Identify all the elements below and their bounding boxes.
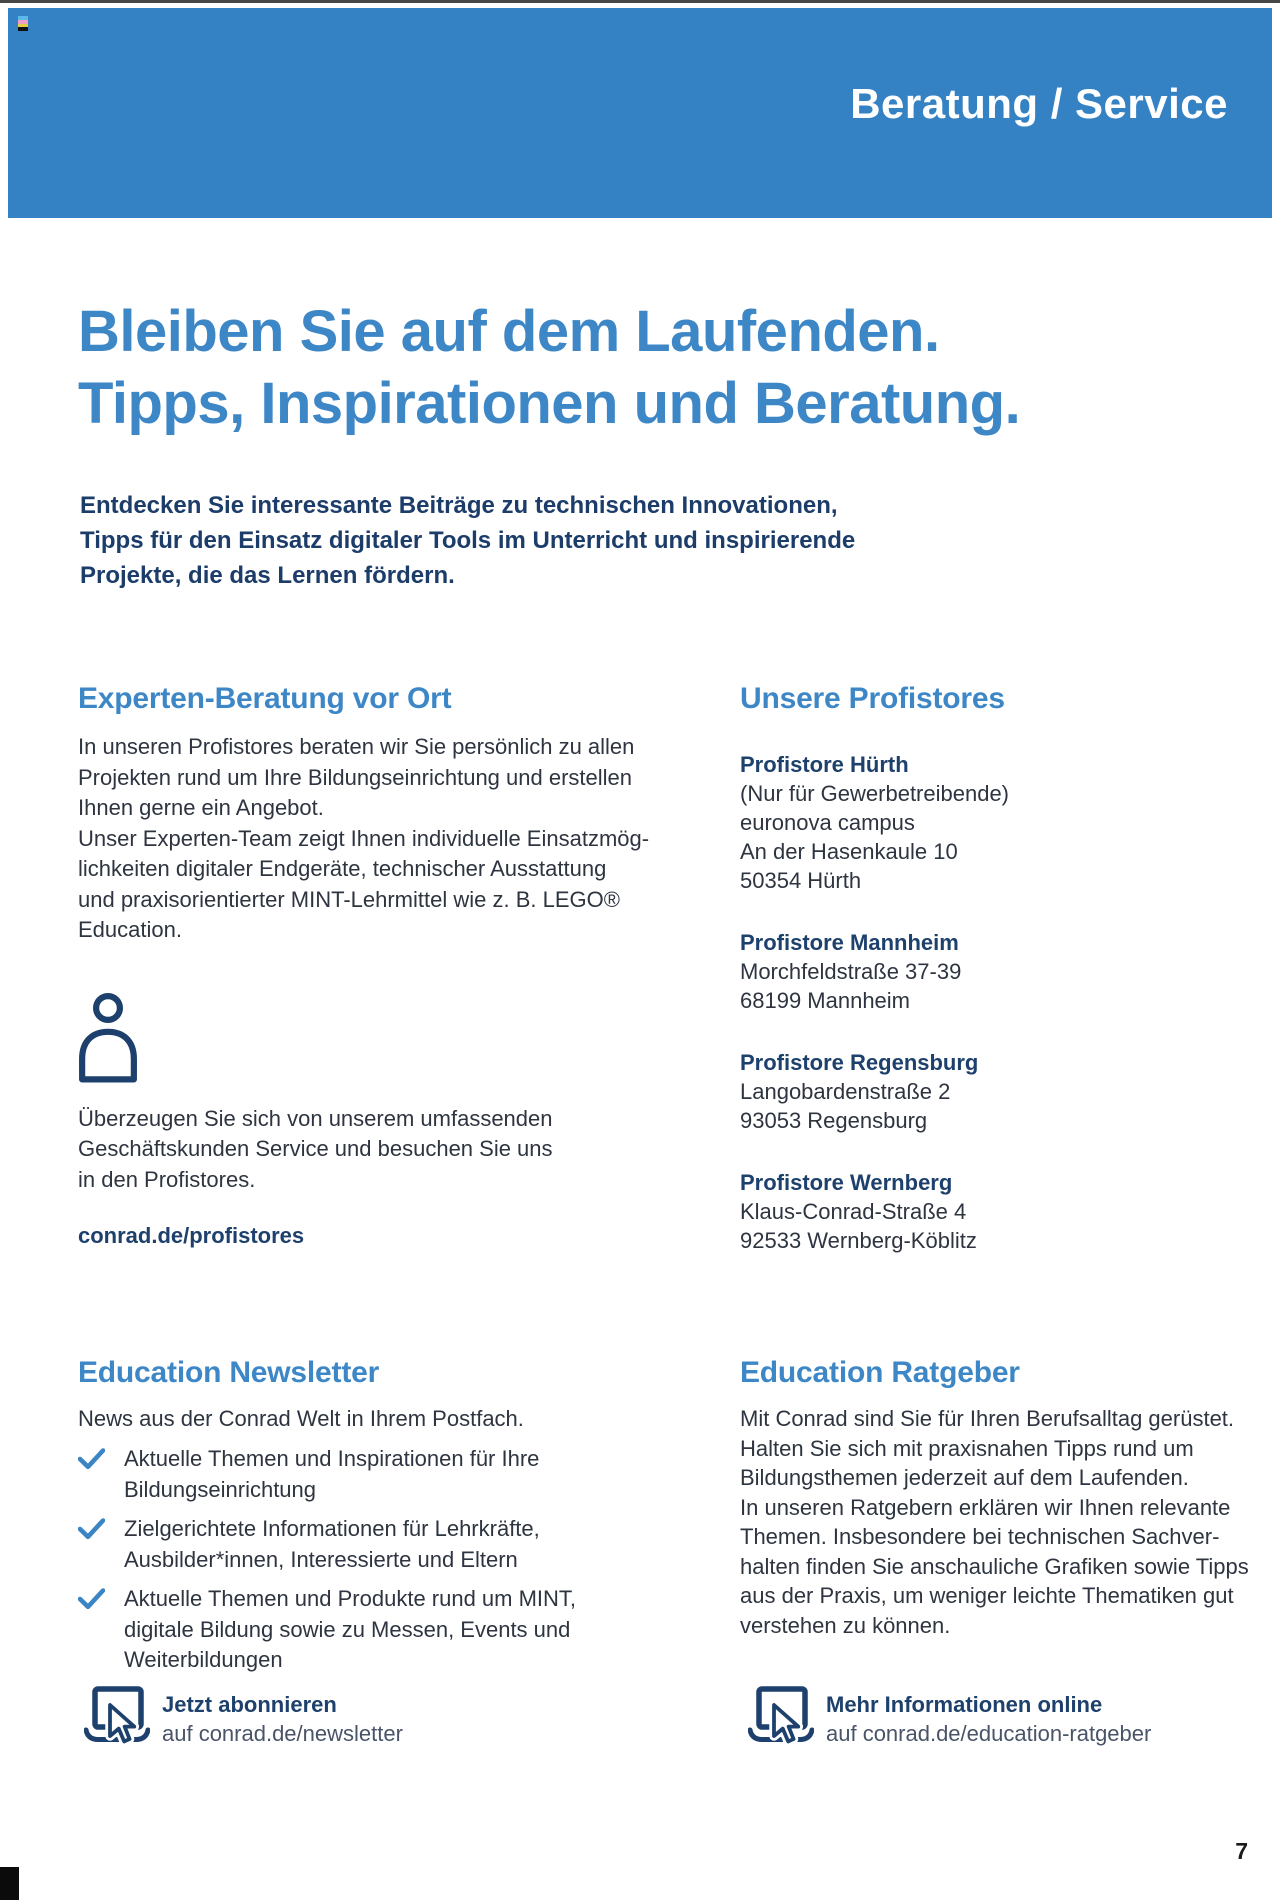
list-item-line: Aktuelle Themen und Inspirationen für Ihre — [124, 1446, 540, 1471]
paragraph-line: aus der Praxis, um weniger leichte Thematiken gut — [740, 1583, 1234, 1608]
ratgeber-section-heading: Education Ratgeber — [740, 1356, 1020, 1389]
store-address-line: An der Hasenkaule 10 — [740, 839, 958, 864]
page-title-line1: Bleiben Sie auf dem Laufenden. — [78, 299, 940, 364]
newsletter-section-heading: Education Newsletter — [78, 1356, 380, 1389]
person-icon — [78, 992, 698, 1084]
page-top-edge — [0, 0, 1280, 3]
newsletter-cta[interactable] — [84, 1686, 403, 1755]
store-name: Profistore Regensburg — [740, 1050, 979, 1075]
paragraph-line: In unseren Profistores beraten wir Sie persönlich zu allen — [78, 734, 635, 759]
store-entry-huerth — [740, 750, 1230, 895]
paragraph-line: Halten Sie sich mit praxisnahen Tipps rund um — [740, 1435, 1194, 1461]
print-registration-mark — [18, 16, 28, 31]
profistores-section — [740, 682, 1230, 1288]
list-item-line: Aktuelle Themen und Produkte rund um MINT, — [124, 1586, 577, 1611]
store-address-line: 92533 Wernberg-Köblitz — [740, 1228, 977, 1253]
page-title-line2: Tipps, Inspirationen und Beratung. — [78, 371, 1021, 436]
store-address-line: Morchfeldstraße 37-39 — [740, 959, 962, 984]
ratgeber-cta-url[interactable]: auf conrad.de/education-ratgeber — [826, 1721, 1152, 1746]
store-entry-wernberg — [740, 1168, 1230, 1255]
page-number: 7 — [1235, 1838, 1248, 1864]
list-item-line: Ausbilder*innen, Interessierte und Eltern — [124, 1546, 518, 1572]
store-address-line: Langobardenstraße 2 — [740, 1079, 951, 1104]
intro-line: Tipps für den Einsatz digitaler Tools im Unterricht und inspirierende — [80, 527, 856, 554]
paragraph-line: In unseren Ratgebern erklären wir Ihnen relevante — [740, 1494, 1231, 1520]
checkmark-icon — [78, 1444, 124, 1475]
expert-paragraph — [78, 732, 698, 946]
ratgeber-cta[interactable] — [748, 1686, 1151, 1755]
expert-consulting-section — [78, 682, 698, 1249]
paragraph-line: Unser Experten-Team zeigt Ihnen individuelle Einsatzmög- — [78, 825, 650, 851]
intro-paragraph — [80, 488, 855, 593]
store-name: Profistore Wernberg — [740, 1170, 953, 1195]
ratgeber-paragraph — [740, 1404, 1249, 1640]
newsletter-cta-title[interactable]: Jetzt abonnieren — [162, 1692, 337, 1717]
store-address-line: 93053 Regensburg — [740, 1108, 928, 1133]
store-entry-regensburg — [740, 1048, 1230, 1135]
paragraph-line: und praxisorientierter MINT-Lehrmittel wie z. B. LEGO® — [78, 886, 620, 912]
newsletter-subtitle: News aus der Conrad Welt in Ihrem Postfach. — [78, 1406, 524, 1431]
profistores-link[interactable]: conrad.de/profistores — [78, 1223, 305, 1248]
paragraph-line: lichkeiten digitaler Endgeräte, technischer Ausstattung — [78, 856, 607, 881]
expert-section-heading: Experten-Beratung vor Ort — [78, 682, 452, 715]
paragraph-line: in den Profistores. — [78, 1166, 256, 1192]
paragraph-line: Bildungsthemen jederzeit auf dem Laufenden. — [740, 1465, 1189, 1490]
store-address-line: Klaus-Conrad-Straße 4 — [740, 1199, 967, 1224]
laptop-cursor-icon — [748, 1686, 814, 1755]
ratgeber-cta-title[interactable]: Mehr Informationen online — [826, 1692, 1103, 1717]
intro-line: Projekte, die das Lernen fördern. — [80, 562, 455, 589]
paragraph-line: verstehen zu können. — [740, 1612, 951, 1638]
checkmark-icon — [78, 1584, 124, 1615]
store-address-line: euronova campus — [740, 810, 915, 835]
header-title: Beratung / Service — [850, 80, 1228, 127]
paragraph-line: Projekten rund um Ihre Bildungseinrichtung und erstellen — [78, 764, 632, 790]
store-address-line: 68199 Mannheim — [740, 988, 911, 1013]
list-item-line: Zielgerichtete Informationen für Lehrkräfte, — [124, 1516, 540, 1541]
paragraph-line: halten finden Sie anschauliche Grafiken sowie Tipps — [740, 1553, 1249, 1579]
page-title — [78, 296, 1020, 440]
newsletter-cta-url[interactable]: auf conrad.de/newsletter — [162, 1721, 403, 1746]
ratgeber-section — [740, 1356, 1249, 1640]
paragraph-line: Geschäftskunden Service und besuchen Sie uns — [78, 1136, 553, 1161]
paragraph-line: Überzeugen Sie sich von unserem umfassenden — [78, 1105, 553, 1131]
header-band — [8, 8, 1272, 218]
laptop-cursor-icon — [84, 1686, 150, 1755]
store-name: Profistore Hürth — [740, 752, 909, 777]
paragraph-line: Themen. Insbesondere bei technischen Sachver- — [740, 1524, 1220, 1549]
list-item — [78, 1584, 708, 1676]
store-address-line: (Nur für Gewerbetreibende) — [740, 781, 1010, 806]
profistores-section-heading: Unsere Profistores — [740, 682, 1005, 715]
intro-line: Entdecken Sie interessante Beiträge zu technischen Innovationen, — [80, 492, 838, 519]
store-address-line: 50354 Hürth — [740, 868, 862, 893]
list-item-line: digitale Bildung sowie zu Messen, Events und — [124, 1616, 571, 1642]
paragraph-line: Mit Conrad sind Sie für Ihren Berufsalltag gerüstet. — [740, 1406, 1235, 1431]
store-name: Profistore Mannheim — [740, 930, 959, 955]
profistore-visit-paragraph — [78, 1104, 698, 1196]
print-corner-mark — [0, 1867, 19, 1900]
newsletter-section — [78, 1356, 708, 1685]
paragraph-line: Education. — [78, 917, 182, 942]
checkmark-icon — [78, 1514, 124, 1545]
paragraph-line: Ihnen gerne ein Angebot. — [78, 795, 324, 820]
list-item-line: Weiterbildungen — [124, 1647, 283, 1672]
list-item — [78, 1444, 708, 1505]
list-item — [78, 1514, 708, 1575]
store-entry-mannheim — [740, 928, 1230, 1015]
list-item-line: Bildungseinrichtung — [124, 1476, 317, 1502]
